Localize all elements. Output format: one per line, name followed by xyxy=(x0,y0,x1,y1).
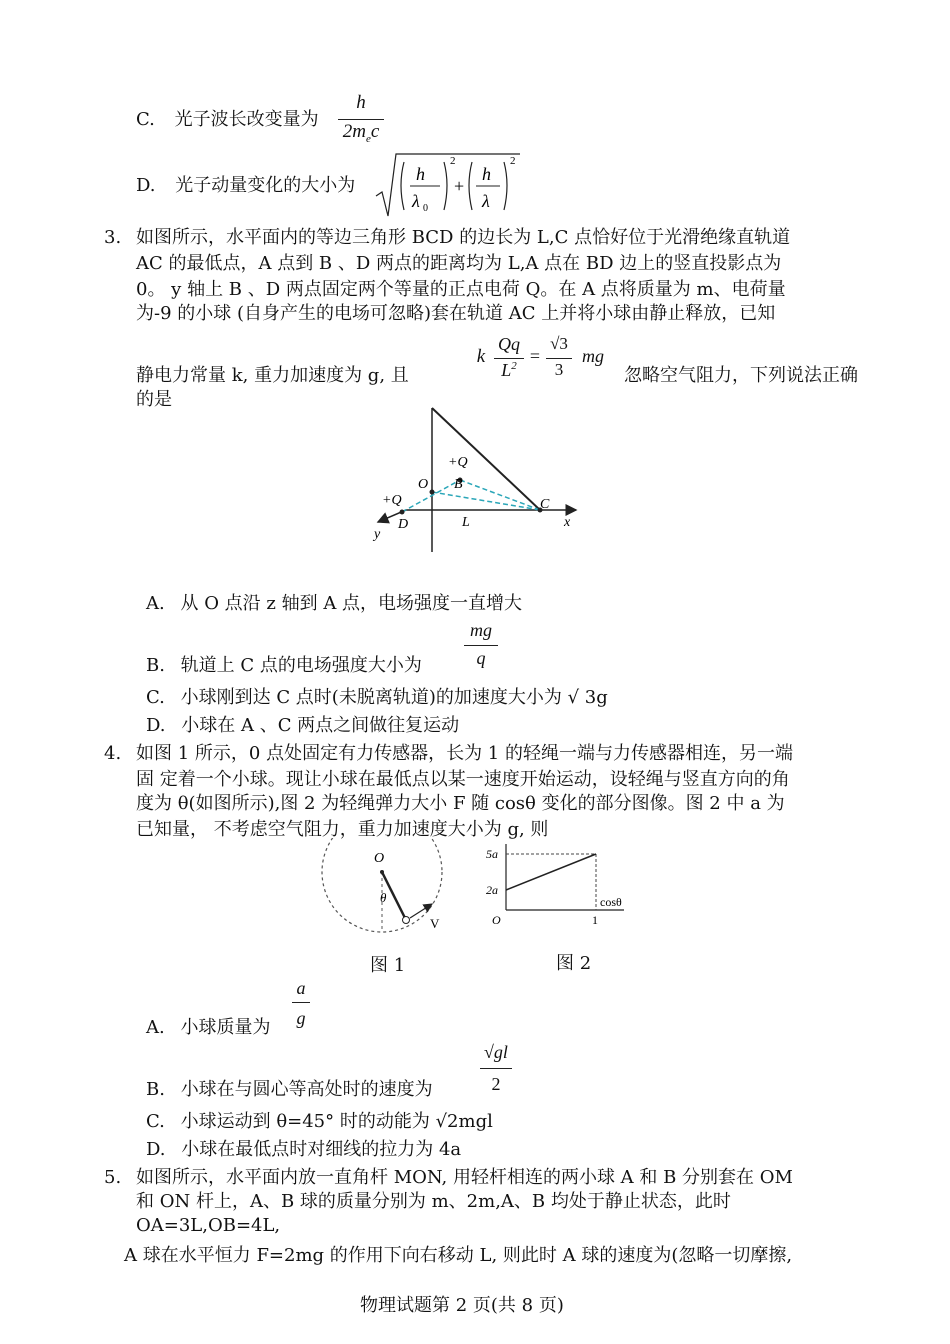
svg-text:+Q: +Q xyxy=(448,455,468,470)
q5-line: A 球在水平恒力 F=2mg 的作用下向右移动 L, 则此时 A 球的速度为(忽略一切摩擦, xyxy=(124,1245,793,1266)
page-footer: 物理试题第 2 页(共 8 页) xyxy=(360,1295,564,1316)
svg-text:0: 0 xyxy=(423,203,428,214)
option-c xyxy=(146,686,608,710)
question-number: 4. xyxy=(104,743,122,764)
pivot-o xyxy=(380,870,384,874)
svg-text:D: D xyxy=(398,517,409,532)
q3-line: AC 的最低点，A 点到 B 、D 两点的距离均为 L,A 点在 BD 边上的竖直投影点为 xyxy=(136,253,782,274)
svg-text:1: 1 xyxy=(592,913,598,927)
svg-text:λ: λ xyxy=(412,191,420,211)
q3-line: 的是 xyxy=(136,389,172,410)
fraction-denominator: 2 xyxy=(491,1074,501,1094)
point-d xyxy=(400,510,405,515)
point-o xyxy=(430,490,435,495)
dashed-line xyxy=(402,480,460,512)
fraction-bar xyxy=(338,119,384,120)
option-text: 从 O 点沿 z 轴到 A 点，电场强度一直增大 xyxy=(180,593,523,614)
option-d xyxy=(146,1138,461,1162)
fraction-numerator: √3 xyxy=(550,334,568,353)
option-text: 小球在 A 、C 两点之间做往复运动 xyxy=(181,715,460,736)
option-c xyxy=(146,1110,493,1134)
option-text: 小球在最低点时对细线的拉力为 4a xyxy=(181,1139,462,1160)
svg-text:h: h xyxy=(482,164,491,184)
momentum-formula xyxy=(374,148,522,222)
svg-text:O: O xyxy=(374,851,385,866)
svg-text:+: + xyxy=(454,176,465,196)
velocity-arrow xyxy=(410,904,432,918)
svg-text:λ: λ xyxy=(482,191,490,211)
q3-line: 为-9 的小球 (自身产生的电场可忽略)套在轨道 AC 上并将小球由静止释放，已知 xyxy=(136,303,776,324)
option-label: A. xyxy=(146,1017,165,1038)
q3-line: 0。 y 轴上 B 、D 两点固定两个等量的正点电荷 Q。在 A 点将质量为 m、电荷量 xyxy=(136,279,786,300)
q4-line: 固 定着一个小球。现让小球在最低点以某一速度开始运动，设轻绳与竖直方向的角 xyxy=(136,769,790,790)
question-number: 3. xyxy=(104,227,122,248)
option-a xyxy=(146,1016,270,1040)
formula-k: k xyxy=(476,346,486,367)
option-text: 光子动量变化的大小为 xyxy=(175,175,356,196)
ball xyxy=(403,917,410,924)
svg-text:5a: 5a xyxy=(486,847,498,861)
option-text: 光子波长改变量为 xyxy=(174,109,319,130)
q3-line: 静电力常量 k, 重力加速度为 g, 且 xyxy=(136,365,409,386)
option-label: C. xyxy=(146,687,165,708)
fraction-denominator: g xyxy=(296,1008,306,1028)
option-label: D. xyxy=(146,715,166,736)
svg-text:C: C xyxy=(540,497,550,512)
fraction-bar xyxy=(494,358,524,359)
svg-text:cosθ: cosθ xyxy=(600,895,622,909)
option-label: D. xyxy=(136,175,156,196)
option-text: 小球刚到达 C 点时(未脱离轨道)的加速度大小为 √ 3g xyxy=(180,687,608,708)
q3-figure xyxy=(366,406,586,556)
fraction-denominator: 3 xyxy=(554,360,564,379)
q4-figure-1 xyxy=(318,838,448,948)
q5-line: OA=3L,OB=4L, xyxy=(136,1215,281,1236)
svg-text:h: h xyxy=(416,164,425,184)
fraction-numerator: Qq xyxy=(498,334,520,354)
f-cos-line xyxy=(506,854,596,890)
fraction-denominator: $2m_ec$ xyxy=(342,121,380,145)
option-b xyxy=(146,654,422,678)
fraction-numerator: mg xyxy=(470,620,492,640)
option-label: C. xyxy=(136,109,155,130)
svg-text:O: O xyxy=(492,913,501,927)
option-text: 小球质量为 xyxy=(180,1017,271,1038)
q4-line: 如图 1 所示，0 点处固定有力传感器，长为 1 的轻绳一端与力传感器相连，另一端 xyxy=(136,743,793,764)
svg-text:2: 2 xyxy=(450,155,456,167)
svg-text:L: L xyxy=(462,515,470,530)
fraction-bar xyxy=(292,1002,310,1003)
q4-figure-2 xyxy=(480,838,630,934)
svg-text:y: y xyxy=(374,527,381,542)
svg-text:+Q: +Q xyxy=(382,493,402,508)
figure-caption: 图 1 xyxy=(370,955,406,976)
option-label: B. xyxy=(146,1079,165,1100)
q4-line: 度为 θ(如图所示),图 2 为轻绳弹力大小 F 随 cosθ 变化的部分图像。图 2 中 a 为 xyxy=(136,793,785,814)
svg-text:2: 2 xyxy=(510,155,516,167)
fraction-numerator: h xyxy=(356,92,366,113)
fraction-bar xyxy=(480,1068,512,1069)
equals-sign: = xyxy=(529,346,541,366)
option-label: D. xyxy=(146,1139,166,1160)
option-text: 小球在与圆心等高处时的速度为 xyxy=(180,1079,433,1100)
q5-line: 如图所示，水平面内放一直角杆 MON, 用轻杆相连的两小球 A 和 B 分别套在 OM xyxy=(136,1167,793,1188)
svg-text:V: V xyxy=(430,916,440,931)
fraction-bar xyxy=(464,645,498,646)
fraction-numerator: a xyxy=(296,978,306,998)
option-b xyxy=(146,1078,433,1102)
svg-text:2a: 2a xyxy=(486,883,498,897)
option-label: B. xyxy=(146,655,165,676)
q3-line: 如图所示，水平面内的等边三角形 BCD 的边长为 L,C 点恰好位于光滑绝缘直轨道 xyxy=(136,227,791,248)
option-d-prev xyxy=(136,174,355,198)
fraction-bar xyxy=(546,358,572,359)
fraction-denominator: $L^2$ xyxy=(501,360,517,380)
option-text: 小球运动到 θ=45° 时的动能为 √2mgl xyxy=(180,1111,493,1132)
option-c-prev xyxy=(136,108,319,132)
dashed-line xyxy=(460,480,540,510)
svg-text:O: O xyxy=(418,477,429,492)
question-number: 5. xyxy=(104,1167,122,1188)
svg-text:θ: θ xyxy=(380,890,387,905)
fraction-denominator: q xyxy=(476,648,486,668)
formula-mg: mg xyxy=(582,346,604,366)
fraction-numerator: √gl xyxy=(484,1042,508,1062)
figure-caption: 图 2 xyxy=(556,953,592,974)
option-d xyxy=(146,714,459,738)
q3-line: 忽略空气阻力，下列说法正确 xyxy=(624,365,858,386)
option-text: 轨道上 C 点的电场强度大小为 xyxy=(180,655,422,676)
svg-text:B: B xyxy=(454,477,463,492)
svg-text:x: x xyxy=(564,515,571,530)
option-a xyxy=(146,592,522,616)
q4-line: 已知量， 不考虑空气阻力，重力加速度大小为 g, 则 xyxy=(136,819,549,840)
option-label: C. xyxy=(146,1111,165,1132)
option-label: A. xyxy=(146,593,165,614)
q5-line: 和 ON 杆上，A、B 球的质量分别为 m、2m,A、B 均处于静止状态，此时 xyxy=(136,1191,731,1212)
